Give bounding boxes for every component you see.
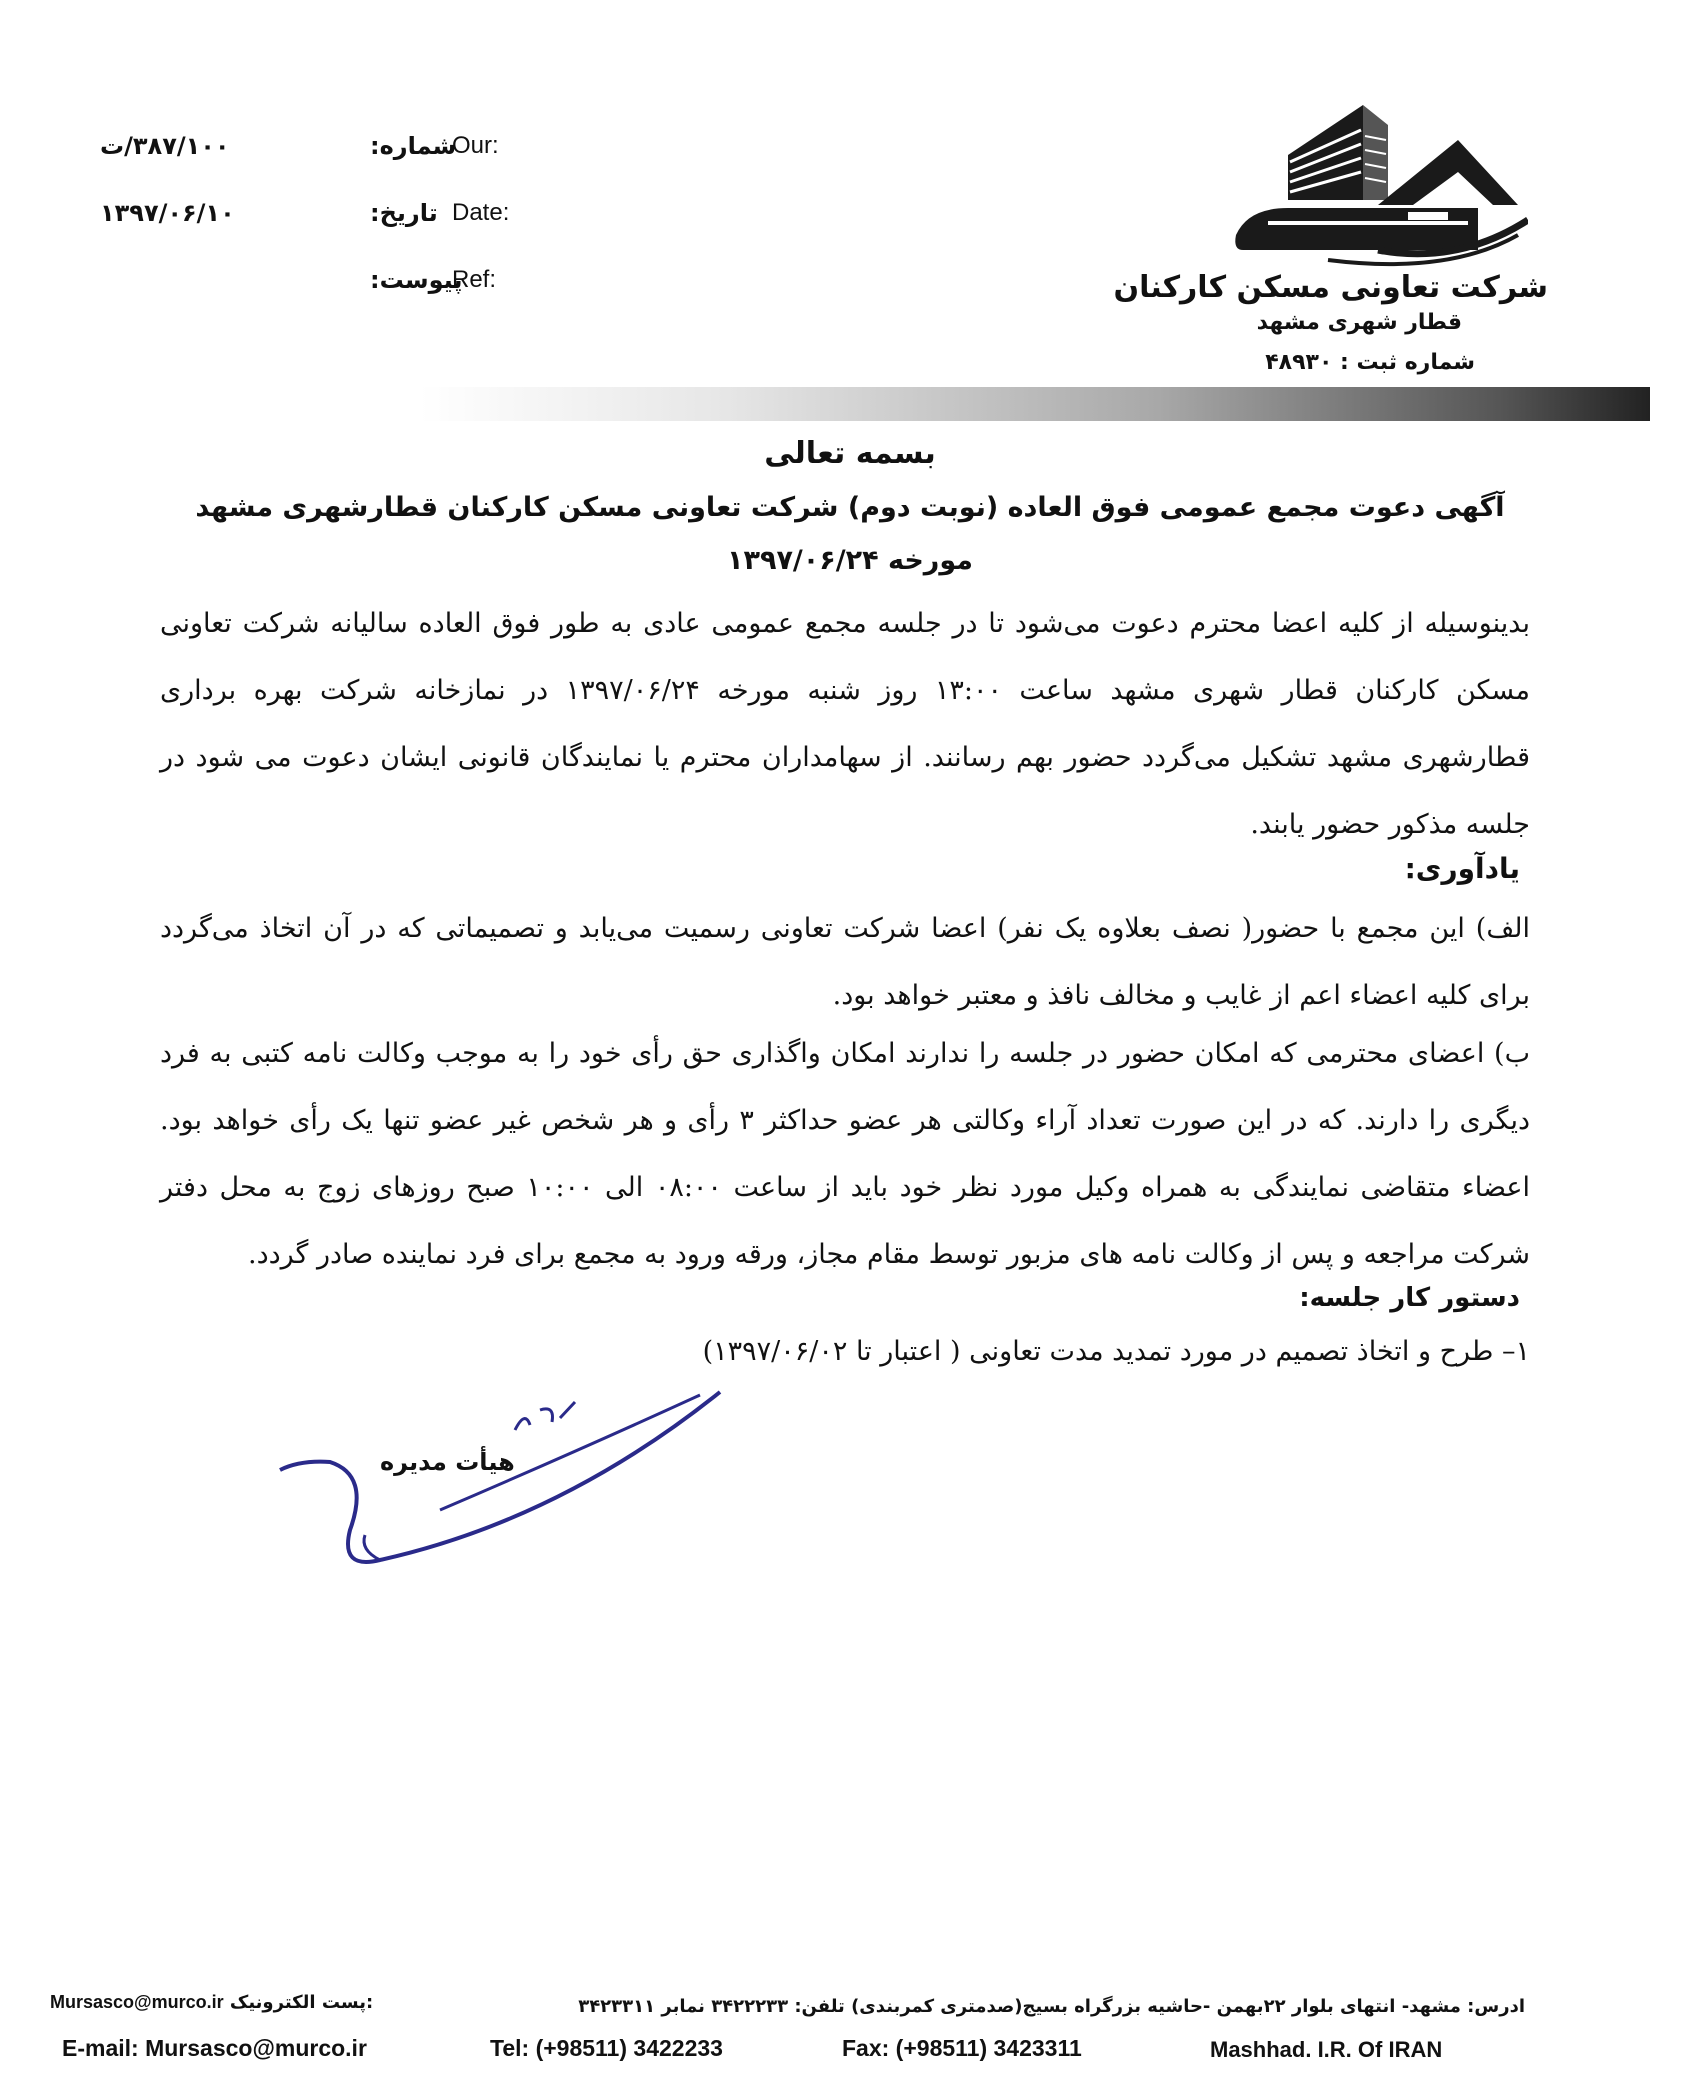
reminder-heading: یادآوری: (1404, 852, 1520, 885)
reminder-item-a: الف) این مجمع با حضور( نصف بعلاوه یک نفر) اعضا شرکت تعاونی رسمیت می‌یابد و تصمیماتی که در آن اتخاذ می‌گردد برای کلیه اعضاء اعم از غایب و مخالف نافذ و معتبر خواهد بود. (160, 913, 1530, 1011)
signature-icon (260, 1370, 740, 1590)
footer-email-line (50, 1992, 373, 2013)
attachment-label-fa: پیوست: (370, 266, 463, 294)
date-label-en: Date: (452, 199, 510, 226)
meta-date (100, 199, 510, 239)
basmala: بسمه تعالی (764, 436, 936, 471)
registration-number: شماره ثبت : ۴۸۹۳۰ (1265, 350, 1475, 375)
number-label-en: Our: (452, 132, 499, 159)
agenda-heading: دستور کار جلسه: (1299, 1283, 1520, 1313)
board-signature-label: هیأت مدیره (380, 1448, 515, 1476)
letter-number: ۳۸۷/۱۰۰/ت (100, 132, 230, 160)
reminder-item-b: ب) اعضای محترمی که امکان حضور در جلسه را ندارند امکان واگذاری حق رأی خود را به موجب وکالت نامه کتبی به فرد دیگری را دارند. که در این صورت تعداد آراء وکالتی هر عضو حداکثر ۳ رأی و هر شخص غیر عضو تنها یک رأی خواهد بود. اعضاء متقاضی نمایندگی به همراه وکیل مورد نظر خود باید از ساعت ۰۸:۰۰ الی ۱۰:۰۰ صبح روزهای زوج به محل دفتر شرکت مراجعه و پس از وکالت نامه های مزبور توسط مقام مجاز، ورقه ورود به مجمع برای فرد نماینده صادر گردد. (160, 1038, 1530, 1270)
letter-date: ۱۳۹۷/۰۶/۱۰ (100, 199, 235, 227)
notice-title: آگهی دعوت مجمع عمومی فوق العاده (نوبت دوم) شرکت تعاونی مسکن کارکنان قطارشهری مشهد (195, 492, 1505, 523)
agenda-item: ۱– طرح و اتخاذ تصمیم در مورد تمدید مدت تعاونی ( اعتبار تا ۱۳۹۷/۰۶/۰۲) (702, 1336, 1530, 1367)
notice-date: مورخه ۱۳۹۷/۰۶/۲۴ (727, 545, 973, 576)
date-label-fa: تاریخ: (370, 199, 438, 227)
meta-number (100, 132, 499, 172)
intro-paragraph: بدینوسیله از کلیه اعضا محترم دعوت می‌شود تا در جلسه مجمع عمومی عادی به طور فوق العاده سالیانه شرکت تعاونی مسکن کارکنان قطار شهری مشهد ساعت ۱۳:۰۰ روز شنبه مورخه ۱۳۹۷/۰۶/۲۴ در نمازخانه شرکت بهره برداری قطارشهری مشهد تشکیل می‌گردد حضور بهم رسانند. از سهامداران محترم یا نمایندگان قانونی ایشان دعوت می شود در جلسه مذکور حضور یابند. (160, 608, 1530, 840)
number-label-fa: شماره: (370, 132, 457, 160)
footer-fax: Fax: (+98511) 3423311 (842, 2035, 1082, 2061)
company-name: شرکت تعاونی مسکن کارکنان (1113, 270, 1548, 305)
footer-email-value: Mursasco@murco.ir (50, 1992, 224, 2012)
footer-email-en: E-mail: Mursasco@murco.ir (62, 2035, 367, 2061)
footer-location: Mashhad. I.R. Of IRAN (1210, 2037, 1443, 2062)
header-divider-bar (420, 387, 1650, 421)
footer-email-label: پست الکترونیک: (229, 1992, 374, 2013)
attachment-label-en: Ref: (452, 266, 497, 293)
company-logo-icon (1228, 100, 1528, 270)
footer-tel: Tel: (+98511) 3422233 (490, 2035, 723, 2061)
meta-attachment (100, 266, 497, 306)
footer-address: ادرس: مشهد- انتهای بلوار ۲۲بهمن -حاشیه بزرگراه بسیج(صدمتری کمربندی) تلفن: ۳۴۲۲۲۳۳ نمابر ۳۴۲۳۳۱۱ (578, 1996, 1525, 2017)
company-subtitle: قطار شهری مشهد (1256, 310, 1462, 335)
